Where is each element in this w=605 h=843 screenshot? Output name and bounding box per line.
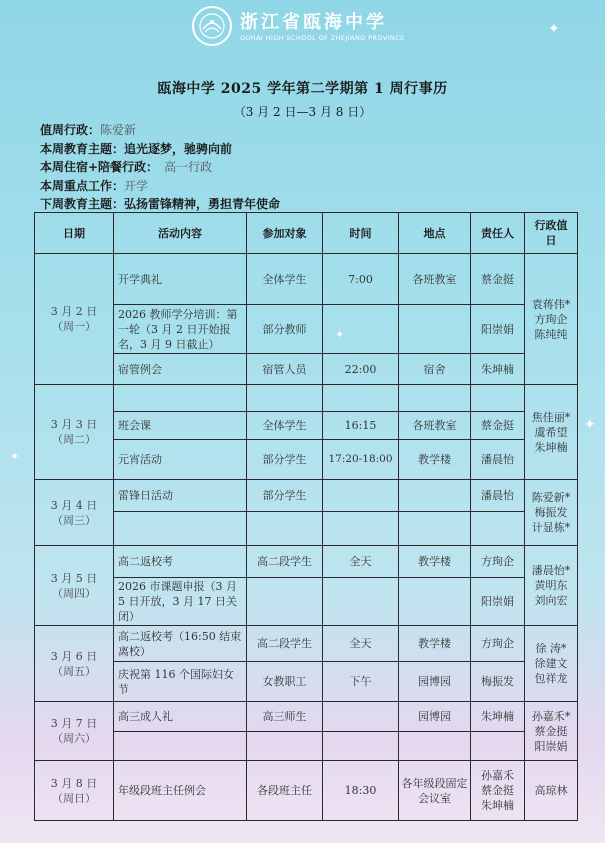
place-cell: 各班教室	[399, 254, 471, 305]
target-cell: 高二段学生	[247, 626, 323, 662]
sparkle-icon: ✦	[584, 417, 596, 433]
weekday-text: （周二）	[52, 433, 96, 446]
weekday-text: （周三）	[52, 513, 96, 527]
time-cell: 7:00	[323, 254, 399, 305]
time-cell	[323, 480, 399, 512]
header-date: 日期	[35, 213, 114, 254]
date-text: 3 月 6 日	[50, 649, 98, 663]
target-cell: 部分学生	[247, 480, 323, 512]
next-theme-line	[40, 195, 280, 214]
person-cell	[471, 512, 525, 546]
time-cell: 全天	[323, 546, 399, 578]
admin-cell: 高琼林	[525, 761, 578, 821]
place-cell: 各班教室	[399, 412, 471, 440]
duty-label: 值周行政：	[40, 123, 101, 137]
school-logo	[192, 6, 232, 46]
target-cell	[247, 385, 323, 412]
target-cell: 高二段学生	[247, 546, 323, 578]
activity-cell: 2026 市课题申报（3 月 5 日开放，3 月 17 日关闭）	[114, 578, 247, 626]
table-row	[35, 440, 578, 480]
school-name: 浙江省瓯海中学	[240, 12, 387, 33]
weekday-text: （周一）	[52, 320, 96, 333]
table-row	[35, 512, 578, 546]
date-text: 3 月 3 日	[50, 418, 98, 431]
date-text: 3 月 7 日	[50, 717, 98, 730]
time-cell: 17:20-18:00	[323, 440, 399, 480]
week-info	[40, 121, 280, 214]
school-emblem-icon	[197, 11, 227, 41]
time-cell	[323, 385, 399, 412]
sparkle-icon: ✦	[10, 450, 20, 463]
header-person: 责任人	[471, 213, 525, 254]
table-row	[35, 761, 578, 821]
place-cell	[399, 578, 471, 626]
table-row	[35, 385, 578, 412]
weekday-text: （周日）	[52, 791, 96, 805]
activity-cell	[114, 732, 247, 761]
activity-cell: 2026 教师学分培训：第一轮（3 月 2 日开始报名，3 月 9 日截止）	[114, 305, 247, 354]
person-cell: 潘晨怡	[471, 440, 525, 480]
time-cell: 16:15	[323, 412, 399, 440]
admin-cell: 袁蒋伟*方珣企陈纯纯	[525, 254, 578, 385]
person-cell	[471, 385, 525, 412]
date-cell	[35, 761, 114, 821]
table-row	[35, 732, 578, 761]
admin-cell: 孙嘉禾*蔡金挺阳崇娟	[525, 702, 578, 761]
next-theme-label: 下周教育主题：	[40, 197, 125, 211]
theme-line	[40, 140, 280, 159]
target-cell: 部分教师	[247, 305, 323, 354]
person-cell: 朱坤楠	[471, 354, 525, 385]
date-cell	[35, 480, 114, 546]
time-cell	[323, 305, 399, 354]
time-cell	[323, 732, 399, 761]
activity-cell: 高三成人礼	[114, 702, 247, 732]
target-cell: 宿管人员	[247, 354, 323, 385]
target-cell: 各段班主任	[247, 761, 323, 821]
work-label: 本周重点工作：	[40, 178, 125, 193]
table-row	[35, 578, 578, 626]
table-row	[35, 305, 578, 354]
page-subtitle: （3 月 2 日—3 月 8 日）	[233, 105, 372, 119]
time-cell: 22:00	[323, 354, 399, 385]
dorm-value: 高一行政	[164, 160, 213, 174]
person-cell: 方珣企	[471, 626, 525, 662]
date-cell	[35, 702, 114, 761]
date-cell	[35, 546, 114, 626]
person-cell: 梅振发	[471, 662, 525, 702]
target-cell: 高三师生	[247, 702, 323, 732]
person-cell: 孙嘉禾蔡金挺朱坤楠	[471, 761, 525, 821]
table-header-row	[35, 213, 578, 254]
sparkle-icon: ✦	[548, 21, 560, 37]
page-title: 瓯海中学 2025 学年第二学期第 1 周行事历	[157, 81, 448, 97]
table-row	[35, 354, 578, 385]
duty-line	[40, 121, 280, 140]
table-row	[35, 412, 578, 440]
place-cell	[399, 732, 471, 761]
admin-cell: 潘晨怡*黄明东刘向宏	[525, 546, 578, 626]
date-cell	[35, 626, 114, 702]
place-cell	[399, 385, 471, 412]
header-place: 地点	[399, 213, 471, 254]
person-cell: 朱坤楠	[471, 702, 525, 732]
table-row	[35, 702, 578, 732]
place-cell	[399, 480, 471, 512]
place-cell: 教学楼	[399, 626, 471, 662]
admin-cell: 陈爱新*梅振发计显栋*	[525, 480, 578, 546]
place-cell	[399, 512, 471, 546]
weekday-text: （周六）	[52, 732, 96, 745]
date-text: 3 月 8 日	[50, 776, 98, 790]
header-time: 时间	[323, 213, 399, 254]
person-cell: 蔡金挺	[471, 412, 525, 440]
date-cell	[35, 385, 114, 480]
place-cell: 教学楼	[399, 546, 471, 578]
activity-cell: 元宵活动	[114, 440, 247, 480]
person-cell: 阳崇娟	[471, 578, 525, 626]
activity-cell: 年级段班主任例会	[114, 761, 247, 821]
activity-cell: 庆祝第 116 个国际妇女节	[114, 662, 247, 702]
header-admin: 行政值日	[525, 213, 578, 254]
schedule-table	[34, 212, 578, 821]
work-value: 开学	[124, 178, 149, 193]
school-header	[0, 2, 605, 50]
theme-value: 追光逐梦，驰骋向前	[124, 141, 233, 156]
table-row	[35, 254, 578, 305]
next-theme-value: 弘扬雷锋精神，勇担青年使命	[124, 197, 281, 211]
date-text: 3 月 2 日	[50, 305, 98, 318]
time-cell: 18:30	[323, 761, 399, 821]
person-cell: 方珣企	[471, 546, 525, 578]
school-name-en: OUHAI HIGH SCHOOL OF ZHEJIANG PROVINCE	[240, 34, 405, 42]
person-cell: 潘晨怡	[471, 480, 525, 512]
place-cell: 教学楼	[399, 440, 471, 480]
target-cell: 全体学生	[247, 412, 323, 440]
activity-cell: 高二返校考（16:50 结束离校）	[114, 626, 247, 662]
person-cell: 阳崇娟	[471, 305, 525, 354]
time-cell: 全天	[323, 626, 399, 662]
place-cell: 各年级段固定会议室	[399, 761, 471, 821]
table-row	[35, 546, 578, 578]
activity-cell	[114, 512, 247, 546]
work-line	[40, 177, 280, 196]
date-text: 3 月 4 日	[50, 498, 98, 512]
person-cell	[471, 732, 525, 761]
place-cell: 宿舍	[399, 354, 471, 385]
time-cell	[323, 702, 399, 732]
time-cell: 下午	[323, 662, 399, 702]
target-cell: 全体学生	[247, 254, 323, 305]
person-cell: 蔡金挺	[471, 254, 525, 305]
target-cell	[247, 512, 323, 546]
dorm-label: 本周住宿+陪餐行政：	[40, 160, 159, 174]
weekday-text: （周五）	[52, 664, 96, 678]
header-activity: 活动内容	[114, 213, 247, 254]
time-cell	[323, 578, 399, 626]
header-target: 参加对象	[247, 213, 323, 254]
table-row	[35, 480, 578, 512]
place-cell: 园博园	[399, 702, 471, 732]
activity-cell: 雷锋日活动	[114, 480, 247, 512]
dorm-line	[40, 158, 280, 177]
place-cell	[399, 305, 471, 354]
target-cell	[247, 578, 323, 626]
table-row	[35, 662, 578, 702]
activity-cell: 开学典礼	[114, 254, 247, 305]
target-cell: 部分学生	[247, 440, 323, 480]
admin-cell: 焦佳丽*虞希望朱坤楠	[525, 385, 578, 480]
activity-cell	[114, 385, 247, 412]
weekday-text: （周四）	[52, 586, 96, 600]
time-cell	[323, 512, 399, 546]
admin-cell: 徐 涛*徐建文包祥龙	[525, 626, 578, 702]
theme-label: 本周教育主题：	[40, 141, 125, 156]
activity-cell: 宿管例会	[114, 354, 247, 385]
activity-cell: 班会课	[114, 412, 247, 440]
date-cell	[35, 254, 114, 385]
duty-value: 陈爱新	[100, 123, 137, 137]
activity-cell: 高二返校考	[114, 546, 247, 578]
target-cell: 女教职工	[247, 662, 323, 702]
target-cell	[247, 732, 323, 761]
sparkle-icon: ✦	[335, 328, 345, 341]
place-cell: 园博园	[399, 662, 471, 702]
table-row	[35, 626, 578, 662]
date-text: 3 月 5 日	[50, 571, 98, 585]
